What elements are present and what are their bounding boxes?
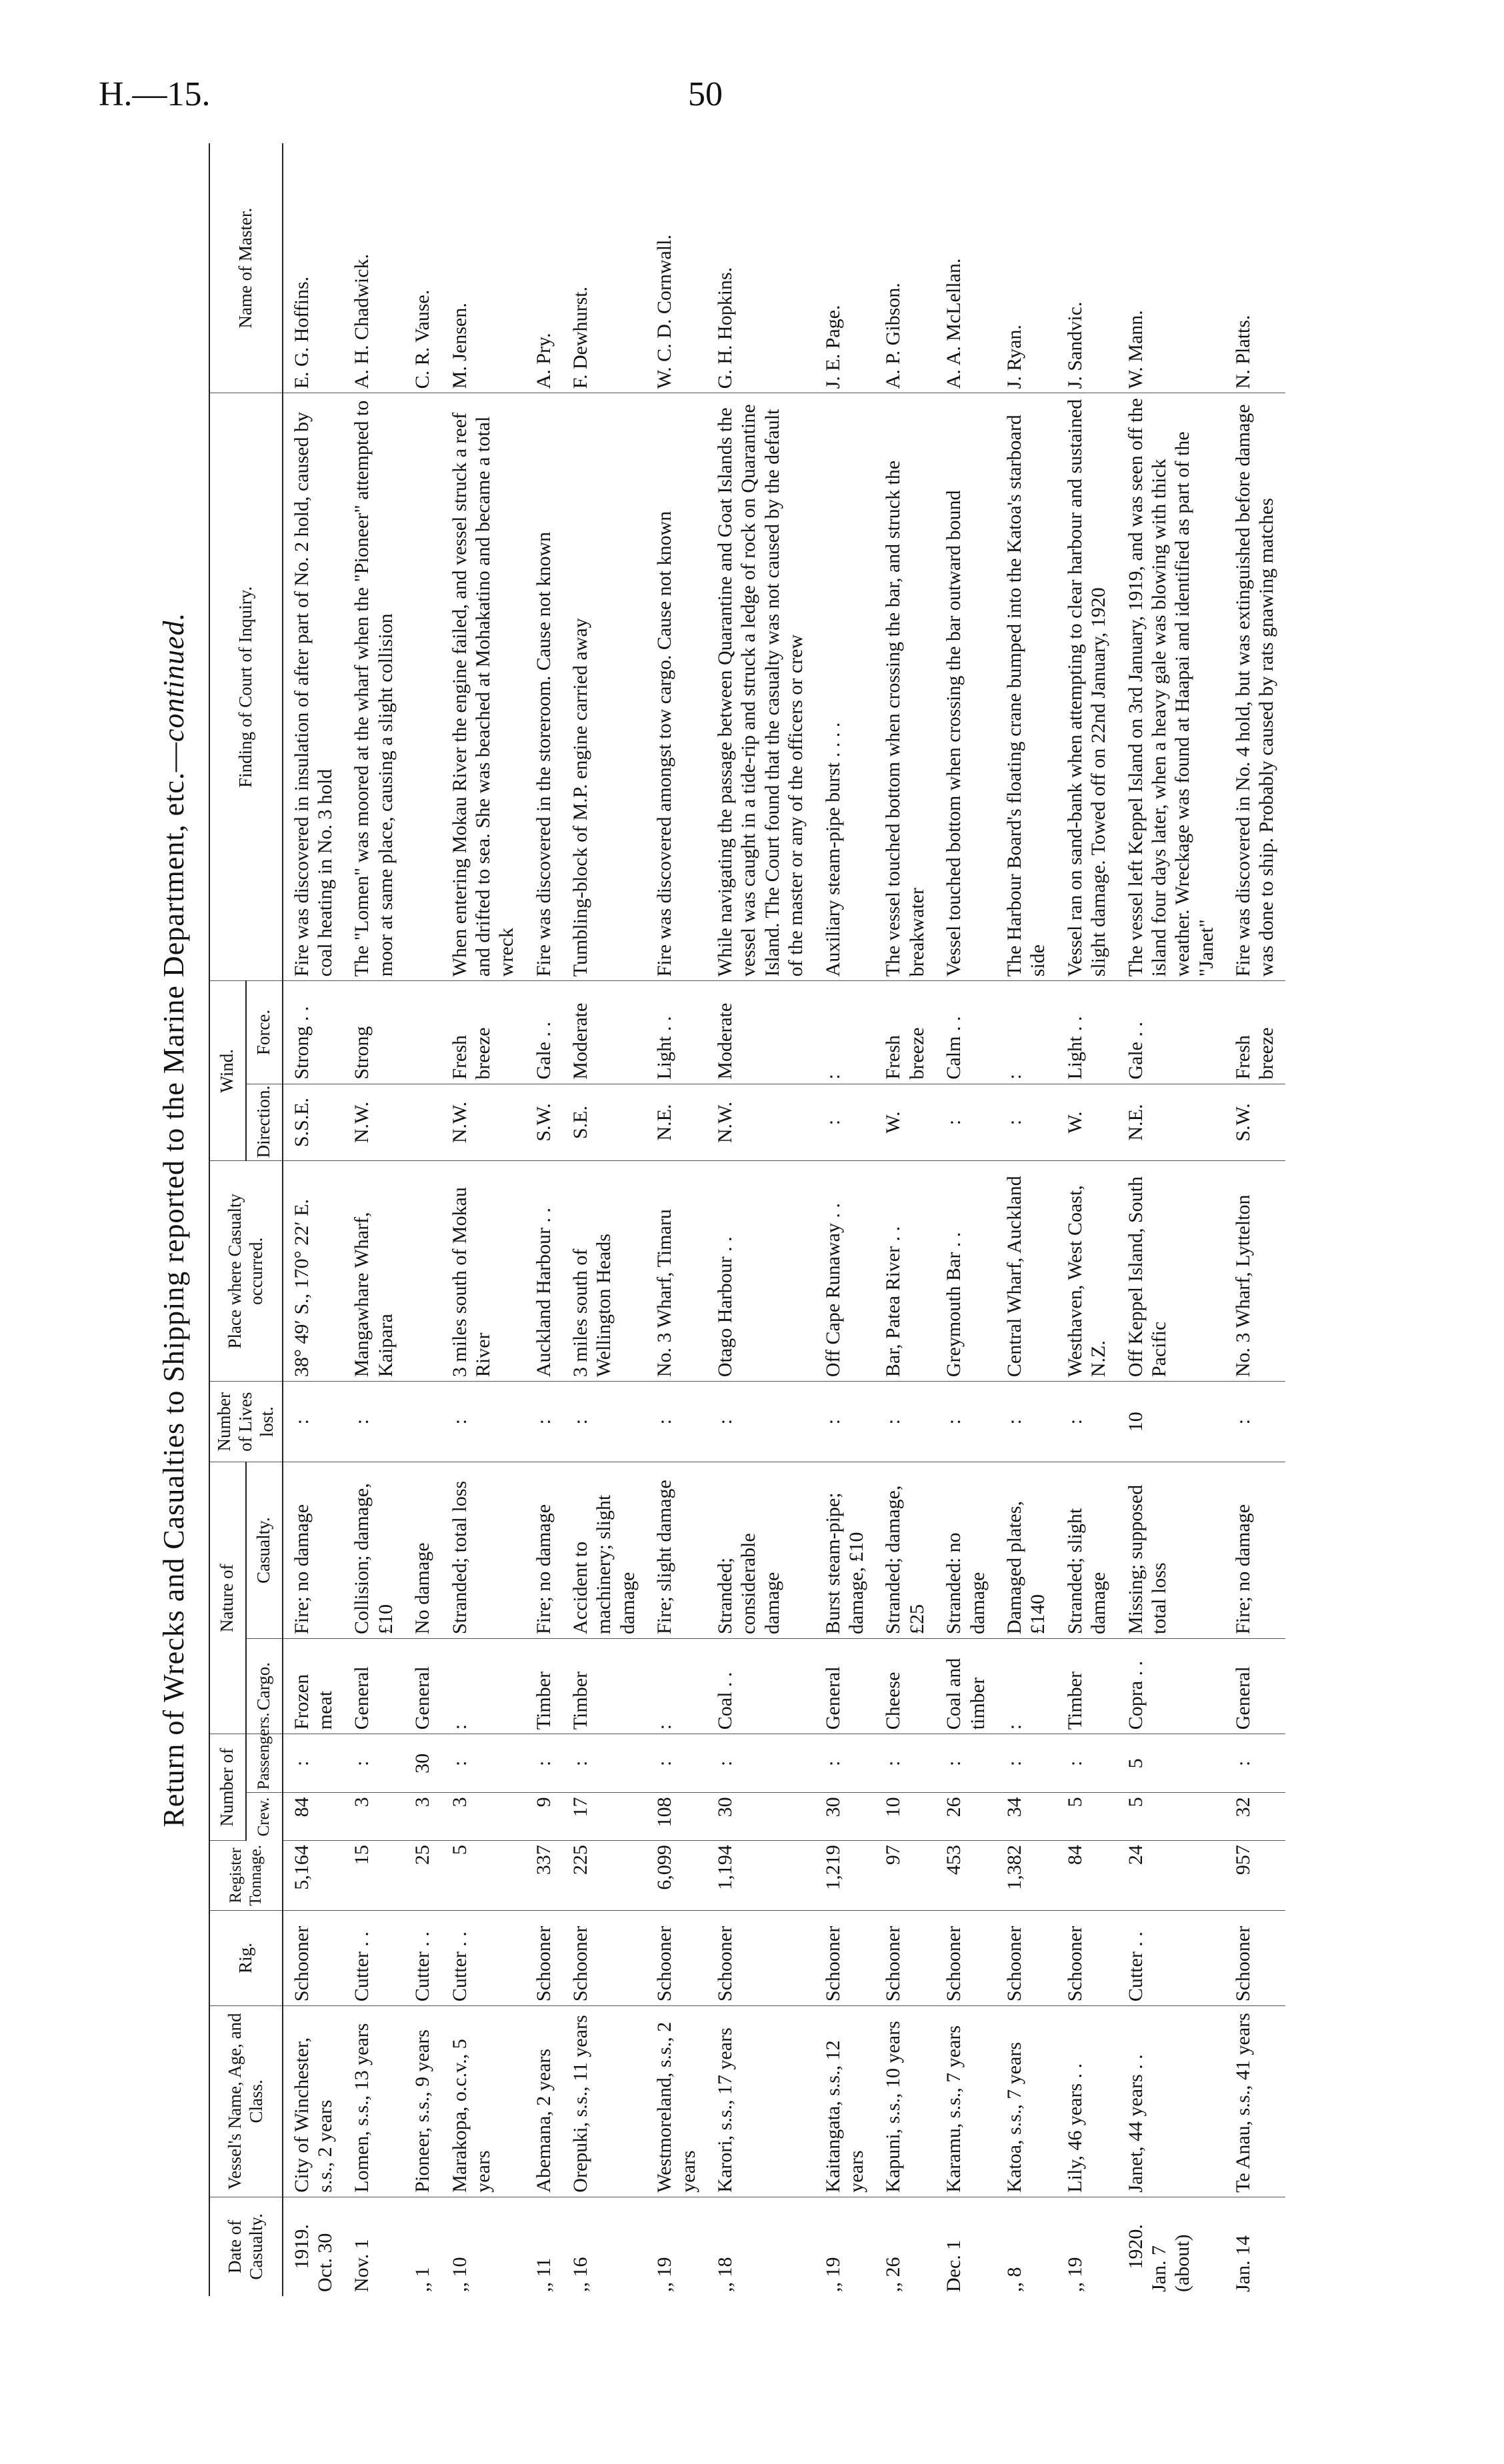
cell-date	[815, 2197, 875, 2296]
cell-master: W. C. D. Cornwall.	[646, 143, 707, 393]
cell-tonnage: 1,194	[707, 1841, 815, 1911]
cell-tonnage: 6,099	[646, 1841, 707, 1911]
cell-vessel: Katoa, s.s., 7 years	[996, 2006, 1057, 2197]
header-lives-lost: Number of Lives lost.	[209, 1382, 283, 1462]
cell-rig: Schooner	[1057, 1910, 1117, 2005]
cell-place: Off Cape Runaway . .	[815, 1161, 875, 1382]
cell-wind-force: Strong	[343, 981, 404, 1084]
cell-master: J. Sandvic.	[1057, 143, 1117, 393]
cell-date-text: ,, 26	[882, 2257, 905, 2292]
cell-vessel: Lomen, s.s., 13 years	[343, 2006, 404, 2197]
cell-wind-force: Light . .	[1057, 981, 1117, 1084]
cell-casualty: Fire; no damage	[1225, 1462, 1285, 1639]
cell-crew: 30	[815, 1793, 875, 1841]
cell-vessel: Karamu, s.s., 7 years	[935, 2006, 996, 2197]
cell-passengers: :	[283, 1734, 344, 1793]
cell-year: 1919.	[290, 2224, 313, 2269]
cell-lives-lost: :	[525, 1382, 562, 1462]
header-cargo: Cargo.	[246, 1638, 283, 1734]
cell-casualty: Missing; supposed total loss	[1117, 1462, 1225, 1639]
cell-cargo: General	[343, 1638, 404, 1734]
cell-finding: The "Lomen" was moored at the wharf when the "Pioneer" attempted to moor at same place, causing a slight collision	[343, 393, 404, 981]
cell-date	[646, 2197, 707, 2296]
cell-wind-direction: S.S.E.	[283, 1084, 344, 1161]
header-casualty: Casualty.	[246, 1462, 283, 1639]
table-row	[707, 143, 815, 2296]
cell-place: 3 miles south of Mokau River	[441, 1161, 525, 1382]
cell-passengers: :	[815, 1734, 875, 1793]
cell-finding: Fire was discovered in insulation of after part of No. 2 hold, caused by coal heating in No. 3 hold	[283, 393, 344, 981]
cell-finding: Auxiliary steam-pipe burst . . . .	[815, 393, 875, 981]
cell-date	[404, 2197, 441, 2296]
cell-cargo: Copra . .	[1117, 1638, 1225, 1734]
cell-place: Otago Harbour . .	[707, 1161, 815, 1382]
cell-date-text: ,, 16	[569, 2257, 592, 2292]
cell-tonnage: 1,382	[996, 1841, 1057, 1911]
cell-casualty: Stranded; slight damage	[1057, 1462, 1117, 1639]
cell-passengers: :	[935, 1734, 996, 1793]
cell-passengers: :	[875, 1734, 935, 1793]
cell-date-text: Oct. 30	[313, 2233, 336, 2292]
cell-crew: 30	[707, 1793, 815, 1841]
page-code: H.—15.	[99, 75, 211, 113]
cell-tonnage: 15	[343, 1841, 404, 1911]
cell-wind-force: Calm . .	[935, 981, 996, 1084]
cell-tonnage: 24	[1117, 1841, 1225, 1911]
cell-cargo: Coal and timber	[935, 1638, 996, 1734]
table-row	[441, 143, 525, 2296]
cell-tonnage: 1,219	[815, 1841, 875, 1911]
cell-wind-force: Fresh breeze	[875, 981, 935, 1084]
cell-cargo: Cheese	[875, 1638, 935, 1734]
cell-date	[996, 2197, 1057, 2296]
cell-casualty: No damage	[404, 1462, 441, 1639]
cell-finding: The Harbour Board's floating crane bumped into the Katoa's starboard side	[996, 393, 1057, 981]
cell-vessel: Kapuni, s.s., 10 years	[875, 2006, 935, 2197]
cell-date-text: Jan. 14	[1232, 2235, 1255, 2292]
cell-wind-direction: :	[996, 1084, 1057, 1161]
cell-crew: 10	[875, 1793, 935, 1841]
cell-tonnage: 25	[404, 1841, 441, 1911]
cell-casualty: Stranded; damage, £25	[875, 1462, 935, 1639]
cell-passengers: :	[996, 1734, 1057, 1793]
cell-date	[562, 2197, 646, 2296]
cell-master: J. E. Page.	[815, 143, 875, 393]
header-direction: Direction.	[246, 1084, 283, 1161]
cell-vessel: Karori, s.s., 17 years	[707, 2006, 815, 2197]
cell-passengers: 30	[404, 1734, 441, 1793]
header-place: Place where Casualty occurred.	[209, 1161, 283, 1382]
cell-wind-direction: W.	[875, 1084, 935, 1161]
cell-master: A. A. McLellan.	[935, 143, 996, 393]
cell-rig: Cutter . .	[343, 1910, 404, 2005]
title-main: Return of Wrecks and Casualties to Shipping reported to the Marine Department, etc.—	[157, 742, 190, 1828]
cell-wind-direction: :	[815, 1084, 875, 1161]
cell-crew: 84	[283, 1793, 344, 1841]
table-row	[343, 143, 404, 2296]
table-row	[1225, 143, 1285, 2296]
cell-cargo: General	[1225, 1638, 1285, 1734]
table-row	[875, 143, 935, 2296]
cell-cargo: Timber	[1057, 1638, 1117, 1734]
cell-crew: 9	[525, 1793, 562, 1841]
cell-master: A. H. Chadwick.	[343, 143, 404, 393]
table-row	[562, 143, 646, 2296]
cell-date	[707, 2197, 815, 2296]
table-row	[404, 143, 441, 2296]
cell-rig: Schooner	[1225, 1910, 1285, 2005]
cell-lives-lost: :	[935, 1382, 996, 1462]
cell-finding: Vessel touched bottom when crossing the bar outward bound	[935, 393, 996, 981]
header-master: Name of Master.	[209, 143, 283, 393]
header-rig: Rig.	[209, 1910, 283, 2005]
cell-tonnage: 5	[441, 1841, 525, 1911]
cell-place: Off Keppel Island, South Pacific	[1117, 1161, 1225, 1382]
cell-passengers: :	[1225, 1734, 1285, 1793]
cell-vessel: Westmoreland, s.s., 2 years	[646, 2006, 707, 2197]
cell-master: J. Ryan.	[996, 143, 1057, 393]
cell-place: 3 miles south of Wellington Heads	[562, 1161, 646, 1382]
header-date: Date of Casualty.	[209, 2197, 283, 2296]
header-number-of: Number of	[209, 1734, 246, 1841]
cell-casualty: Fire; slight damage	[646, 1462, 707, 1639]
cell-crew: 3	[343, 1793, 404, 1841]
cell-casualty: Stranded: no damage	[935, 1462, 996, 1639]
cell-finding: Fire was discovered amongst tow cargo. Cause not known	[646, 393, 707, 981]
cell-date	[1057, 2197, 1117, 2296]
cell-date-text: ,, 19	[1063, 2257, 1086, 2292]
cell-rig: Schooner	[283, 1910, 344, 2005]
cell-date-text: Jan. 7 (about)	[1147, 2234, 1194, 2292]
cell-cargo: Timber	[525, 1638, 562, 1734]
cell-date-text: ,, 10	[448, 2257, 471, 2292]
cell-place: Mangawhare Wharf, Kaipara	[343, 1161, 404, 1382]
cell-wind-direction: N.E.	[1117, 1084, 1225, 1161]
cell-passengers: 5	[1117, 1734, 1225, 1793]
cell-date	[875, 2197, 935, 2296]
cell-date-text: ,, 1	[411, 2267, 434, 2292]
cell-wind-direction: N.W.	[441, 1084, 525, 1161]
cell-crew: 32	[1225, 1793, 1285, 1841]
cell-vessel: Kaitangata, s.s., 12 years	[815, 2006, 875, 2197]
cell-master: W. Mann.	[1117, 143, 1225, 393]
cell-cargo: Frozen meat	[283, 1638, 344, 1734]
table-row	[525, 143, 562, 2296]
cell-master: C. R. Vause.	[404, 143, 441, 393]
cell-finding: The vessel touched bottom when crossing the bar, and struck the breakwater	[875, 393, 935, 981]
cell-crew: 5	[1057, 1793, 1117, 1841]
cell-casualty: Stranded; total loss	[441, 1462, 525, 1639]
cell-year: 1920.	[1124, 2224, 1147, 2269]
cell-wind-force: Fresh breeze	[441, 981, 525, 1084]
cell-vessel: Pioneer, s.s., 9 years	[404, 2006, 441, 2197]
cell-cargo: Coal . .	[707, 1638, 815, 1734]
table-title	[157, 143, 191, 2296]
cell-rig: Schooner	[996, 1910, 1057, 2005]
cell-master: F. Dewhurst.	[562, 143, 646, 393]
cell-date	[283, 2197, 344, 2296]
cell-casualty: Burst steam-pipe; damage, £10	[815, 1462, 875, 1639]
header-vessel: Vessel's Name, Age, and Class.	[209, 2006, 283, 2197]
cell-master: G. H. Hopkins.	[707, 143, 815, 393]
cell-casualty: Fire; no damage	[283, 1462, 344, 1639]
cell-finding: Fire was discovered in the storeroom. Cause not known	[525, 393, 562, 981]
cell-lives-lost: :	[343, 1382, 404, 1462]
cell-wind-force: Gale . .	[525, 981, 562, 1084]
cell-tonnage: 97	[875, 1841, 935, 1911]
cell-date-text: ,, 19	[821, 2257, 844, 2292]
cell-wind-force	[404, 981, 441, 1084]
casualty-table	[209, 143, 1285, 2296]
cell-vessel: Te Anau, s.s., 41 years	[1225, 2006, 1285, 2197]
cell-wind-force: Light . .	[646, 981, 707, 1084]
cell-cargo: :	[996, 1638, 1057, 1734]
cell-cargo: General	[404, 1638, 441, 1734]
cell-passengers: :	[646, 1734, 707, 1793]
cell-lives-lost: :	[283, 1382, 344, 1462]
cell-place: Auckland Harbour . .	[525, 1161, 562, 1382]
header-tonnage: Register Tonnage.	[209, 1841, 283, 1911]
cell-passengers: :	[343, 1734, 404, 1793]
header-force: Force.	[246, 981, 283, 1084]
cell-date	[1117, 2197, 1225, 2296]
cell-date	[525, 2197, 562, 2296]
cell-date-text: ,, 8	[1003, 2267, 1025, 2292]
table-row	[1117, 143, 1225, 2296]
cell-casualty: Damaged plates, £140	[996, 1462, 1057, 1639]
cell-date	[1225, 2197, 1285, 2296]
cell-vessel: Orepuki, s.s., 11 years	[562, 2006, 646, 2197]
cell-lives-lost: :	[996, 1382, 1057, 1462]
header-crew: Crew.	[246, 1793, 283, 1841]
cell-lives-lost: 10	[1117, 1382, 1225, 1462]
cell-passengers: :	[525, 1734, 562, 1793]
cell-vessel: Lily, 46 years . .	[1057, 2006, 1117, 2197]
cell-finding: When entering Mokau River the engine failed, and vessel struck a reef and drifted to sea. She was beached at Mohakatino and became a total wreck	[441, 393, 525, 981]
cell-rig: Cutter . .	[441, 1910, 525, 2005]
cell-finding: The vessel left Keppel Island on 3rd January, 1919, and was seen off the island four days later, when a heavy gale was blowing with thick weather. Wreckage was found at Haapai and identified as part of the "Janet"	[1117, 393, 1225, 981]
cell-casualty: Fire; no damage	[525, 1462, 562, 1639]
cell-rig: Schooner	[815, 1910, 875, 2005]
cell-lives-lost: :	[646, 1382, 707, 1462]
cell-casualty: Accident to machinery; slight damage	[562, 1462, 646, 1639]
cell-place: Central Wharf, Auckland	[996, 1161, 1057, 1382]
header-finding: Finding of Court of Inquiry.	[209, 393, 283, 981]
cell-rig: Schooner	[935, 1910, 996, 2005]
cell-wind-direction: :	[935, 1084, 996, 1161]
cell-casualty: Stranded; considerable damage	[707, 1462, 815, 1639]
cell-passengers: :	[707, 1734, 815, 1793]
table-row	[283, 143, 344, 2296]
cell-lives-lost: :	[562, 1382, 646, 1462]
cell-vessel: Janet, 44 years . .	[1117, 2006, 1225, 2197]
cell-date-text: Dec. 1	[943, 2239, 965, 2292]
cell-crew: 3	[404, 1793, 441, 1841]
cell-lives-lost: :	[815, 1382, 875, 1462]
cell-vessel: Abemana, 2 years	[525, 2006, 562, 2197]
cell-finding: While navigating the passage between Quarantine and Goat Islands the vessel was caught in a tide-rip and struck a ledge of rock on Quarantine Island. The Court found that the casualty was not caused by the default of the master or any of the officers or crew	[707, 393, 815, 981]
header-nature-of: Nature of	[209, 1462, 246, 1734]
cell-crew: 34	[996, 1793, 1057, 1841]
cell-cargo: :	[441, 1638, 525, 1734]
cell-lives-lost: :	[1225, 1382, 1285, 1462]
cell-wind-direction	[404, 1084, 441, 1161]
cell-master: A. P. Gibson.	[875, 143, 935, 393]
cell-date	[935, 2197, 996, 2296]
rotated-table-region	[157, 143, 1403, 2296]
cell-date	[441, 2197, 525, 2296]
cell-tonnage: 957	[1225, 1841, 1285, 1911]
cell-wind-direction: S.W.	[1225, 1084, 1285, 1161]
cell-wind-force: :	[996, 981, 1057, 1084]
page-number: 50	[688, 75, 723, 113]
cell-tonnage: 5,164	[283, 1841, 344, 1911]
cell-rig: Schooner	[525, 1910, 562, 2005]
cell-tonnage: 225	[562, 1841, 646, 1911]
cell-wind-direction: N.E.	[646, 1084, 707, 1161]
cell-wind-force: Moderate	[707, 981, 815, 1084]
table-row	[646, 143, 707, 2296]
table-row	[935, 143, 996, 2296]
cell-rig: Schooner	[707, 1910, 815, 2005]
cell-place: No. 3 Wharf, Lyttelton	[1225, 1161, 1285, 1382]
header-passengers: Passengers.	[246, 1734, 283, 1793]
cell-date-text: Nov. 1	[351, 2239, 373, 2292]
cell-lives-lost: :	[441, 1382, 525, 1462]
cell-wind-direction: S.W.	[525, 1084, 562, 1161]
cell-lives-lost	[404, 1382, 441, 1462]
cell-place: Bar, Patea River . .	[875, 1161, 935, 1382]
cell-crew: 5	[1117, 1793, 1225, 1841]
cell-crew: 3	[441, 1793, 525, 1841]
cell-finding: Fire was discovered in No. 4 hold, but was extinguished before damage was done to ship. Probably caused by rats gnawing matches	[1225, 393, 1285, 981]
cell-date	[343, 2197, 404, 2296]
cell-cargo: General	[815, 1638, 875, 1734]
cell-wind-direction: N.W.	[707, 1084, 815, 1161]
cell-rig: Cutter . .	[404, 1910, 441, 2005]
cell-casualty: Collision; damage, £10	[343, 1462, 404, 1639]
cell-place: 38° 49′ S., 170° 22′ E.	[283, 1161, 344, 1382]
cell-crew: 108	[646, 1793, 707, 1841]
cell-wind-direction: N.W.	[343, 1084, 404, 1161]
cell-cargo: Timber	[562, 1638, 646, 1734]
cell-master: A. Pry.	[525, 143, 562, 393]
cell-vessel: City of Winchester, s.s., 2 years	[283, 2006, 344, 2197]
table-row	[996, 143, 1057, 2296]
cell-place: Westhaven, West Coast, N.Z.	[1057, 1161, 1117, 1382]
cell-finding: Vessel ran on sand-bank when attempting to clear harbour and sustained slight damage. Towed off on 22nd January, 1920	[1057, 393, 1117, 981]
cell-place: Greymouth Bar . .	[935, 1161, 996, 1382]
cell-wind-direction: W.	[1057, 1084, 1117, 1161]
cell-master: M. Jensen.	[441, 143, 525, 393]
cell-wind-direction: S.E.	[562, 1084, 646, 1161]
cell-rig: Schooner	[562, 1910, 646, 2005]
cell-tonnage: 453	[935, 1841, 996, 1911]
cell-date-text: ,, 11	[532, 2257, 555, 2292]
cell-master: E. G. Hoffins.	[283, 143, 344, 393]
cell-date-text: ,, 19	[653, 2257, 676, 2292]
cell-crew: 26	[935, 1793, 996, 1841]
cell-wind-force: Strong . .	[283, 981, 344, 1084]
cell-passengers: :	[562, 1734, 646, 1793]
cell-lives-lost: :	[707, 1382, 815, 1462]
cell-rig: Cutter . .	[1117, 1910, 1225, 2005]
cell-rig: Schooner	[646, 1910, 707, 2005]
title-suffix: continued.	[157, 612, 190, 742]
cell-cargo: :	[646, 1638, 707, 1734]
cell-lives-lost: :	[1057, 1382, 1117, 1462]
cell-wind-force: :	[815, 981, 875, 1084]
table-row	[1057, 143, 1117, 2296]
cell-finding: Tumbling-block of M.P. engine carried away	[562, 393, 646, 981]
header-wind: Wind.	[209, 981, 246, 1161]
cell-passengers: :	[1057, 1734, 1117, 1793]
cell-vessel: Marakopa, o.c.v., 5 years	[441, 2006, 525, 2197]
cell-place: No. 3 Wharf, Timaru	[646, 1161, 707, 1382]
cell-finding	[404, 393, 441, 981]
cell-wind-force: Gale . .	[1117, 981, 1225, 1084]
table-row	[815, 143, 875, 2296]
cell-lives-lost: :	[875, 1382, 935, 1462]
cell-wind-force: Moderate	[562, 981, 646, 1084]
cell-place	[404, 1161, 441, 1382]
cell-wind-force: Fresh breeze	[1225, 981, 1285, 1084]
cell-master: N. Platts.	[1225, 143, 1285, 393]
cell-crew: 17	[562, 1793, 646, 1841]
cell-date-text: ,, 18	[714, 2257, 737, 2292]
cell-tonnage: 84	[1057, 1841, 1117, 1911]
cell-rig: Schooner	[875, 1910, 935, 2005]
cell-passengers: :	[441, 1734, 525, 1793]
cell-tonnage: 337	[525, 1841, 562, 1911]
